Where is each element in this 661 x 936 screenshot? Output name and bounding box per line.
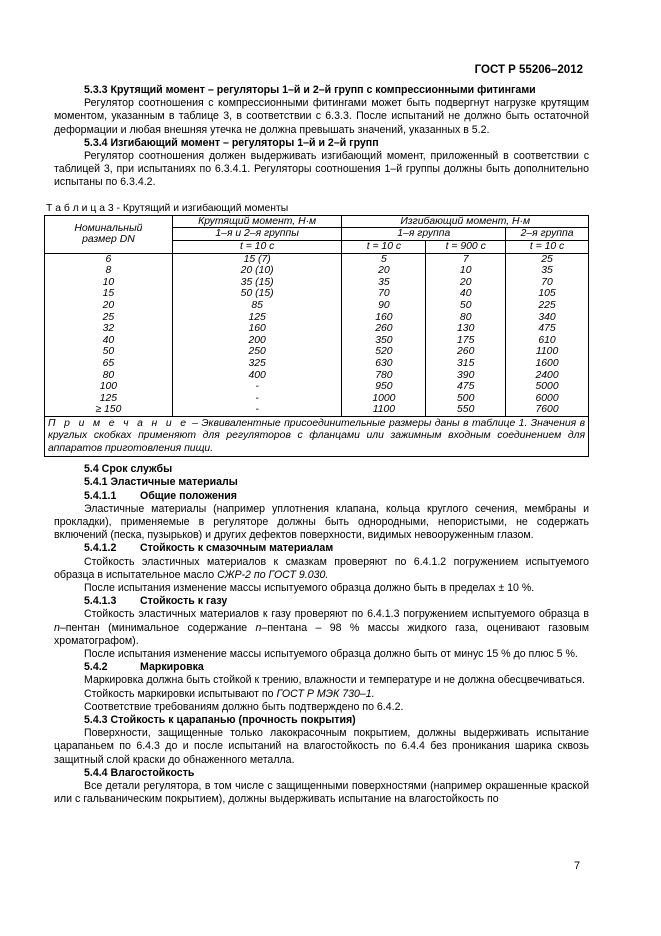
table-cell: - — [172, 381, 342, 393]
table-row — [45, 323, 589, 335]
table-cell: 1100 — [342, 404, 426, 416]
paragraph-5-4-1-2-b: После испытания изменение массы испытуемого образца должно быть в пределах ± 10 %. — [84, 581, 535, 594]
table-cell: 225 — [506, 300, 589, 312]
table-row — [45, 404, 589, 416]
table-cell: 70 — [342, 288, 426, 300]
subheader-torque-groups: 1–я и 2–я группы — [172, 228, 342, 241]
table-note-prefix: П р и м е ч а н и е — [48, 417, 189, 429]
table-cell: 125 — [172, 312, 342, 324]
table-cell: 2400 — [506, 370, 589, 382]
table-caption-prefix: Т а б л и ц а 3 — [46, 202, 114, 214]
table-cell: 390 — [426, 370, 506, 382]
table-cell: 200 — [172, 335, 342, 347]
heading-5-4-2-title: Маркировка — [140, 661, 204, 674]
table-cell: 610 — [506, 335, 589, 347]
table-cell: 20 — [342, 265, 426, 277]
table-row — [45, 277, 589, 289]
document-code: ГОСТ Р 55206–2012 — [474, 64, 583, 76]
heading-5-4-1-2-number: 5.4.1.2 — [84, 542, 117, 555]
table-cell: 550 — [426, 404, 506, 416]
table-cell: 7600 — [506, 404, 589, 416]
col-header-bending: Изгибающий момент, Н·м — [342, 215, 589, 228]
table-cell: 175 — [426, 335, 506, 347]
table-row — [45, 393, 589, 405]
table-cell: 315 — [426, 358, 506, 370]
heading-5-4-2-number: 5.4.2 — [84, 661, 108, 674]
table-cell: - — [172, 393, 342, 405]
heading-5-4-1-1-number: 5.4.1.1 — [84, 489, 117, 502]
table-cell: ≥ 150 — [45, 404, 173, 416]
paragraph-5-4-1-3-italic2: n — [255, 621, 262, 634]
table-note — [45, 416, 589, 456]
table-3 — [44, 215, 589, 457]
table-row — [45, 358, 589, 370]
table-cell: 340 — [506, 312, 589, 324]
subheader-g1-time-10: t = 10 с — [342, 241, 426, 254]
table-cell: 250 — [172, 346, 342, 358]
heading-5-3-4: 5.3.4 Изгибающий момент – регуляторы 1–й и 2–й групп — [84, 136, 379, 149]
paragraph-5-4-2-b-text: Стойкость маркировки испытывают по — [84, 687, 277, 700]
table-cell: 32 — [45, 323, 173, 335]
paragraph-5-4-1-2-text: Стойкость эластичных материалов к смазкам проверяют по 6.4.1.2 погружением испытуемого образца в испытательное масло — [54, 555, 589, 581]
table-cell: - — [172, 404, 342, 416]
table-cell: 50 — [45, 346, 173, 358]
table-cell: 8 — [45, 265, 173, 277]
paragraph-5-4-1-3-a — [54, 608, 589, 648]
heading-5-4: 5.4 Срок службы — [84, 463, 173, 476]
table-cell: 260 — [426, 346, 506, 358]
heading-5-4-1-1 — [54, 490, 589, 503]
paragraph-5-4-1-3-b: После испытания изменение массы испытуемого образца должно быть от минус 15 % до плюс 5 %. — [84, 647, 578, 660]
subheader-group-1: 1–я группа — [342, 228, 506, 241]
table-row — [45, 346, 589, 358]
table-cell: 80 — [426, 312, 506, 324]
table-cell: 5 — [342, 253, 426, 265]
paragraph-5-4-1-2-reference: СЖР-2 по ГОСТ 9.030. — [217, 568, 329, 581]
table-cell: 500 — [426, 393, 506, 405]
table-cell: 130 — [426, 323, 506, 335]
table-cell: 70 — [506, 277, 589, 289]
paragraph-5-3-3: Регулятор соотношения с компрессионными фитингами может быть подвергнут нагрузке крутящим моментом, указанным в таблице 3, в соответствии с 6.3.3. После испытаний не должно быть остаточной деформации и любая внешняя утечка не должна превышать значений, указанных в 5.2. — [54, 97, 589, 136]
table-cell: 50 (15) — [172, 288, 342, 300]
paragraph-5-4-1-1: Эластичные материалы (например уплотнения клапана, кольца круглого сечения, мембраны и прокладки), применяемые в регуляторе должны быть однородными, непористыми, не содержать включений (песка, пузырьков) и других дефектов поверхности, видимых невооруженным глазом. — [54, 502, 589, 542]
document-body — [46, 84, 589, 806]
table-cell: 50 — [426, 300, 506, 312]
heading-5-4-1: 5.4.1 Эластичные материалы — [84, 476, 238, 489]
col-header-dn — [45, 215, 173, 253]
table-cell: 1100 — [506, 346, 589, 358]
table-row — [45, 253, 589, 265]
table-cell: 35 — [506, 265, 589, 277]
table-cell: 25 — [506, 253, 589, 265]
table-cell: 40 — [426, 288, 506, 300]
subheader-g1-time-900: t = 900 с — [426, 241, 506, 254]
table-note-text: – Эквивалентные присоединительные размеры даны в таблице 1. Значения в круглых скобках применяют для регуляторов с фланцами или зажимным входным соединением для аппаратов приготовления пищи. — [48, 417, 586, 454]
table-cell: 160 — [342, 312, 426, 324]
table-cell: 475 — [426, 381, 506, 393]
heading-5-4-1-2-title: Стойкость к смазочным материалам — [140, 542, 334, 555]
table-cell: 5000 — [506, 381, 589, 393]
table-cell: 40 — [45, 335, 173, 347]
paragraph-5-3-4: Регулятор соотношения должен выдерживать изгибающий момент, приложенный в соответствии с таблицей 3, при испытаниях по 6.3.4.1. Регуляторы соотношения 1–й группы должны быть дополнительно испытаны по 6.3.4.2. — [54, 150, 589, 189]
table-caption-title: - Крутящий и изгибающий моменты — [113, 202, 289, 214]
table-cell: 260 — [342, 323, 426, 335]
paragraph-5-4-2-b-reference: ГОСТ Р МЭК 730–1. — [276, 687, 375, 700]
table-cell: 6 — [45, 253, 173, 265]
table-cell: 7 — [426, 253, 506, 265]
subheader-g2-time-10: t = 10 с — [506, 241, 589, 254]
heading-5-4-3: 5.4.3 Стойкость к царапанью (прочность покрытия) — [84, 714, 356, 726]
table-caption — [46, 202, 589, 215]
table-row — [45, 335, 589, 347]
subheader-torque-time: t = 10 с — [172, 241, 342, 254]
heading-5-4-1-3 — [54, 595, 589, 608]
heading-5-4-1-2 — [54, 542, 589, 555]
table-cell: 400 — [172, 370, 342, 382]
table-cell: 125 — [45, 393, 173, 405]
table-cell: 160 — [172, 323, 342, 335]
table-cell: 20 — [426, 277, 506, 289]
subheader-group-2: 2–я группа — [506, 228, 589, 241]
heading-5-4-1-1-title: Общие положения — [140, 489, 237, 502]
heading-5-4-1-3-number: 5.4.1.3 — [84, 595, 117, 608]
table-body — [45, 253, 589, 416]
table-row — [45, 300, 589, 312]
table-cell: 350 — [342, 335, 426, 347]
table-cell: 780 — [342, 370, 426, 382]
heading-5-4-2 — [54, 661, 589, 674]
table-row — [45, 312, 589, 324]
table-cell: 80 — [45, 370, 173, 382]
table-cell: 10 — [426, 265, 506, 277]
table-cell: 520 — [342, 346, 426, 358]
table-row — [45, 265, 589, 277]
heading-5-3-3: 5.3.3 Крутящий момент – регуляторы 1–й и 2–й групп с компрессионными фитингами — [84, 84, 536, 96]
paragraph-5-4-2-b — [54, 688, 589, 701]
table-cell: 475 — [506, 323, 589, 335]
col-header-torque: Крутящий момент, Н·м — [172, 215, 342, 228]
heading-5-4-1-3-title: Стойкость к газу — [140, 595, 228, 608]
table-row — [45, 288, 589, 300]
paragraph-5-4-3: Поверхности, защищенные только лакокрасочным покрытием, должны выдерживать испытание царапаньем по 6.4.3 до и после испытаний на влагостойкость по 6.4.4 без проникания шарика сквозь защитный слой краски до обнаженного металла. — [54, 727, 589, 766]
paragraph-5-4-4: Все детали регулятора, в том числе с защищенными поверхностями (например окрашенные краской или с гальваническим покрытием), должны выдерживать испытание на влагостойкость по — [54, 780, 589, 806]
table-cell: 950 — [342, 381, 426, 393]
table-cell: 325 — [172, 358, 342, 370]
table-cell: 20 (10) — [172, 265, 342, 277]
table-cell: 35 (15) — [172, 277, 342, 289]
table-cell: 20 — [45, 300, 173, 312]
table-cell: 25 — [45, 312, 173, 324]
paragraph-5-4-2-c: Соответствие требованиям должно быть подтверждено по 6.4.2. — [84, 700, 404, 713]
paragraph-5-4-2-a: Маркировка должна быть стойкой к трению, влажности и температуре и не должна обесцвечиваться. — [84, 674, 585, 687]
table-cell: 1600 — [506, 358, 589, 370]
paragraph-5-4-1-3-part1: Стойкость эластичных материалов к газу проверяют по 6.4.1.3 погружением испытуемого образца в — [84, 608, 589, 621]
table-cell: 15 (7) — [172, 253, 342, 265]
table-cell: 90 — [342, 300, 426, 312]
table-cell: 100 — [45, 381, 173, 393]
table-cell: 10 — [45, 277, 173, 289]
paragraph-5-4-1-2-a — [54, 556, 589, 582]
paragraph-5-4-1-3-part2: –пентан (минимальное содержание — [59, 621, 256, 634]
table-cell: 105 — [506, 288, 589, 300]
table-cell: 35 — [342, 277, 426, 289]
paragraph-5-4-1-3-italic1: n — [54, 621, 60, 634]
table-cell: 6000 — [506, 393, 589, 405]
table-cell: 65 — [45, 358, 173, 370]
table-cell: 1000 — [342, 393, 426, 405]
heading-5-4-4: 5.4.4 Влагостойкость — [84, 766, 195, 779]
table-cell: 630 — [342, 358, 426, 370]
table-row — [45, 370, 589, 382]
table-row — [45, 381, 589, 393]
col-header-dn-line2: размер DN — [82, 234, 135, 246]
table-cell: 85 — [172, 300, 342, 312]
table-cell: 15 — [45, 288, 173, 300]
col-header-dn-line1: Номинальный — [74, 222, 143, 234]
page-number: 7 — [574, 860, 581, 872]
paragraph-5-4-1-3-part3: –пентана – 98 % массы жидкого газа, оценивают газовым хроматографом). — [54, 621, 589, 647]
